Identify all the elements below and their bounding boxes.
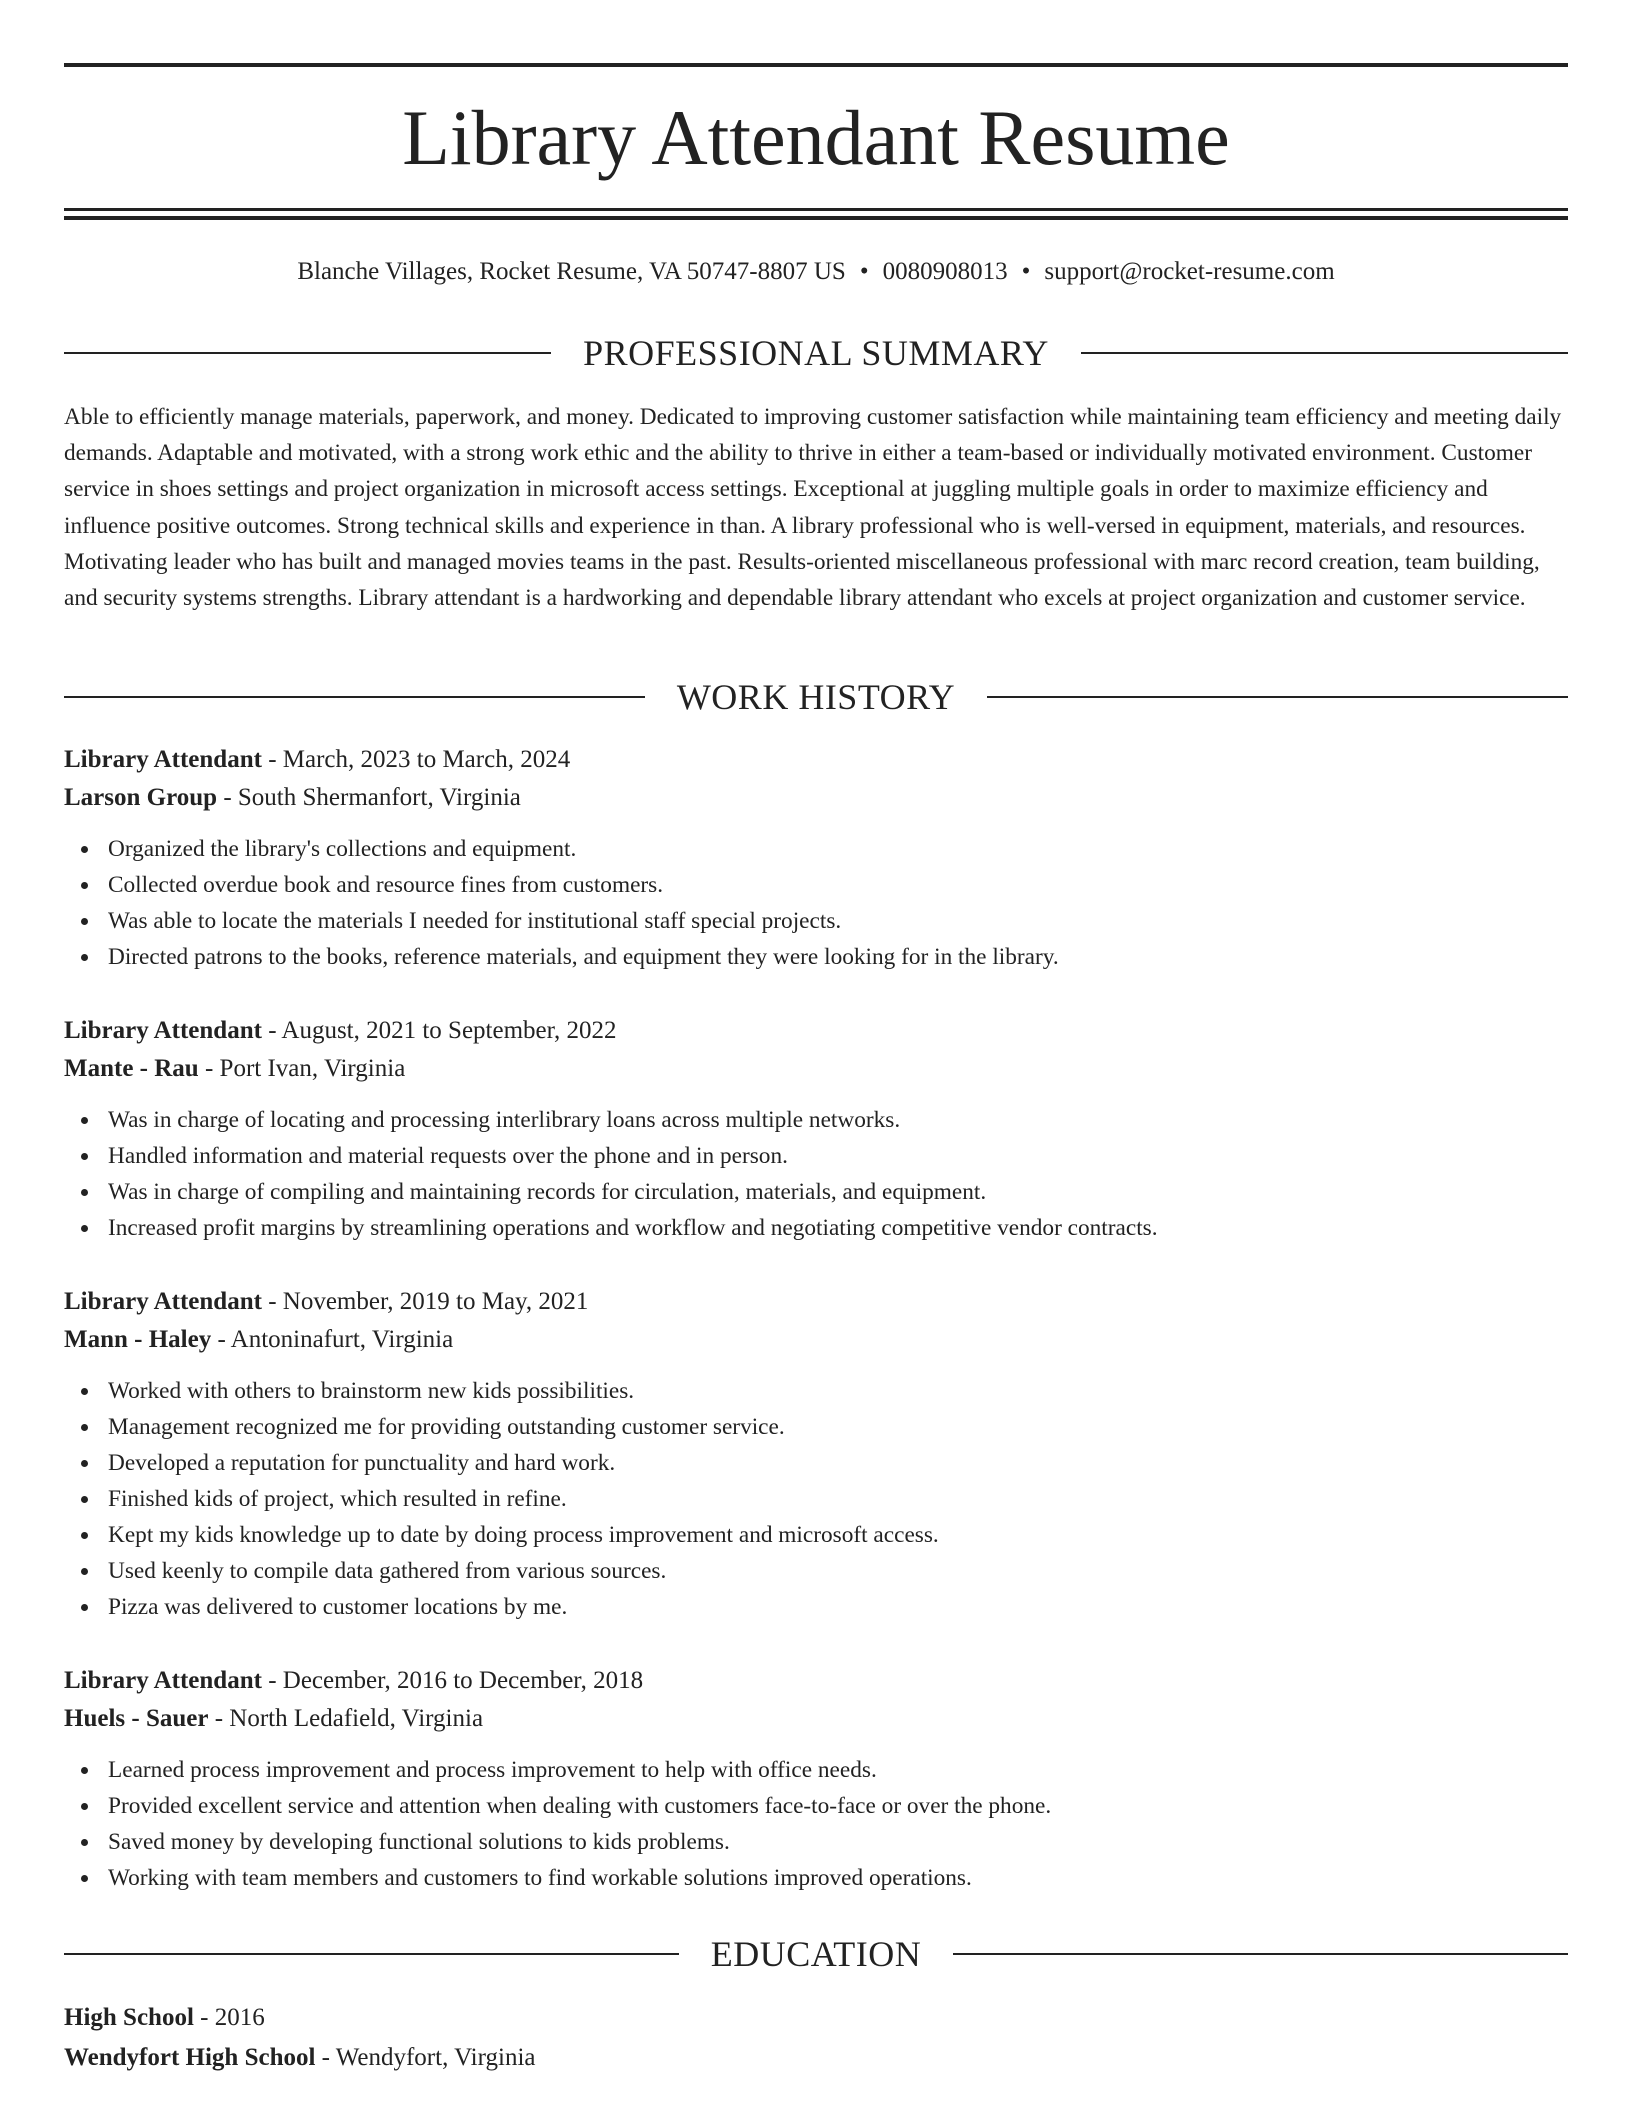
job-company-line [64, 1321, 1568, 1359]
job-company: Huels - Sauer [64, 1705, 209, 1732]
contact-line [64, 255, 1568, 289]
job-bullet-list [64, 1373, 1568, 1625]
job-bullet: Developed a reputation for punctuality and hard work. [108, 1445, 1568, 1481]
job-bullet: Worked with others to brainstorm new kids possibilities. [108, 1373, 1568, 1409]
job-bullet: Was in charge of compiling and maintaining records for circulation, materials, and equipment. [108, 1174, 1568, 1210]
job-bullet: Was able to locate the materials I needed for institutional staff special projects. [108, 903, 1568, 939]
job-title: Library Attendant [64, 1667, 262, 1694]
section-rule-right [953, 1953, 1568, 1955]
job-company-line [64, 1700, 1568, 1738]
job-location: - North Ledafield, Virginia [208, 1705, 484, 1732]
job-entry [64, 1662, 1568, 1896]
section-rule-right [987, 696, 1568, 698]
job-bullet: Kept my kids knowledge up to date by doing process improvement and microsoft access. [108, 1517, 1568, 1553]
job-bullet-list [64, 1752, 1568, 1896]
professional-summary-text: Able to efficiently manage materials, paperwork, and money. Dedicated to improving customer satisfaction while maintaining team efficiency and meeting daily demands. Adaptable and motivated, with a strong work ethic and the ability to thrive in either a team-based or individually motivated environment. Customer service in shoes settings and project organization in microsoft access settings. Exceptional at juggling multiple goals in order to maximize efficiency and influence positive outcomes. Strong technical skills and experience in than. A library professional who is well-versed in equipment, materials, and resources. Motivating leader who has built and managed movies teams in the past. Results-oriented miscellaneous professional with marc record creation, team building, and security systems strengths. Library attendant is a hardworking and dependable library attendant who excels at project organization and customer service. [64, 404, 1562, 612]
job-entry [64, 1283, 1568, 1625]
header-bottom-rule-lower [64, 216, 1568, 220]
job-title-line [64, 1012, 1568, 1050]
header-top-rule [64, 63, 1568, 67]
job-bullet: Directed patrons to the books, reference materials, and equipment they were looking for in the library. [108, 939, 1568, 975]
job-company: Mann - Haley [64, 1326, 212, 1353]
education-entry [64, 1998, 1568, 2078]
section-header-education [64, 1932, 1568, 1976]
job-bullet: Saved money by developing functional solutions to kids problems. [108, 1824, 1568, 1860]
section-rule-left [64, 352, 551, 354]
section-rule-right [1081, 352, 1568, 354]
education-degree: High School [64, 2004, 194, 2031]
job-dates: - November, 2019 to May, 2021 [261, 1288, 589, 1315]
education-degree-line [64, 1998, 1568, 2038]
education-school-line [64, 2038, 1568, 2078]
job-bullet-list [64, 1102, 1568, 1246]
job-bullet: Pizza was delivered to customer locations by me. [108, 1589, 1568, 1625]
education-school: Wendyfort High School [64, 2044, 316, 2071]
job-entry [64, 1012, 1568, 1246]
job-title: Library Attendant [64, 1288, 262, 1315]
education-year: - 2016 [193, 2004, 265, 2031]
job-title-line [64, 741, 1568, 779]
job-title-line [64, 1662, 1568, 1700]
job-bullet: Learned process improvement and process improvement to help with office needs. [108, 1752, 1568, 1788]
job-bullet: Organized the library's collections and equipment. [108, 831, 1568, 867]
job-bullet: Finished kids of project, which resulted in refine. [108, 1481, 1568, 1517]
job-title: Library Attendant [64, 1017, 262, 1044]
header-bottom-rule-upper [64, 208, 1568, 211]
job-bullet: Working with team members and customers to find workable solutions improved operations. [108, 1860, 1568, 1896]
education-location: - Wendyfort, Virginia [315, 2044, 536, 2071]
job-title-line [64, 1283, 1568, 1321]
job-location: - South Shermanfort, Virginia [217, 784, 521, 811]
page-title: Library Attendant Resume [402, 94, 1230, 181]
section-header-summary [64, 331, 1568, 375]
job-bullet: Management recognized me for providing outstanding customer service. [108, 1409, 1568, 1445]
section-title-education: EDUCATION [710, 1934, 922, 1974]
job-bullet: Provided excellent service and attention when dealing with customers face-to-face or over the phone. [108, 1788, 1568, 1824]
contact-phone: 0080908013 [882, 258, 1008, 285]
contact-separator: • [1021, 258, 1031, 285]
job-location: - Port Ivan, Virginia [198, 1055, 406, 1082]
job-bullet: Handled information and material requests over the phone and in person. [108, 1138, 1568, 1174]
job-company: Larson Group [64, 784, 218, 811]
contact-address: Blanche Villages, Rocket Resume, VA 50747-8807 US [297, 258, 846, 285]
job-bullet: Increased profit margins by streamlining operations and workflow and negotiating competitive vendor contracts. [108, 1210, 1568, 1246]
job-bullet: Used keenly to compile data gathered from various sources. [108, 1553, 1568, 1589]
job-dates: - December, 2016 to December, 2018 [261, 1667, 644, 1694]
contact-separator: • [859, 258, 869, 285]
job-company-line [64, 779, 1568, 817]
job-entry [64, 741, 1568, 975]
job-bullet: Collected overdue book and resource fines from customers. [108, 867, 1568, 903]
section-rule-left [64, 1953, 679, 1955]
section-rule-left [64, 696, 645, 698]
job-company: Mante - Rau [64, 1055, 199, 1082]
section-header-work-history [64, 675, 1568, 719]
job-title: Library Attendant [64, 746, 262, 773]
job-bullet-list [64, 831, 1568, 975]
job-company-line [64, 1050, 1568, 1088]
contact-email: support@rocket-resume.com [1044, 258, 1335, 285]
job-bullet: Was in charge of locating and processing interlibrary loans across multiple networks. [108, 1102, 1568, 1138]
job-dates: - August, 2021 to September, 2022 [261, 1017, 617, 1044]
section-title-summary: PROFESSIONAL SUMMARY [583, 333, 1049, 373]
job-location: - Antoninafurt, Virginia [211, 1326, 454, 1353]
section-title-work-history: WORK HISTORY [676, 677, 956, 717]
job-dates: - March, 2023 to March, 2024 [261, 746, 571, 773]
